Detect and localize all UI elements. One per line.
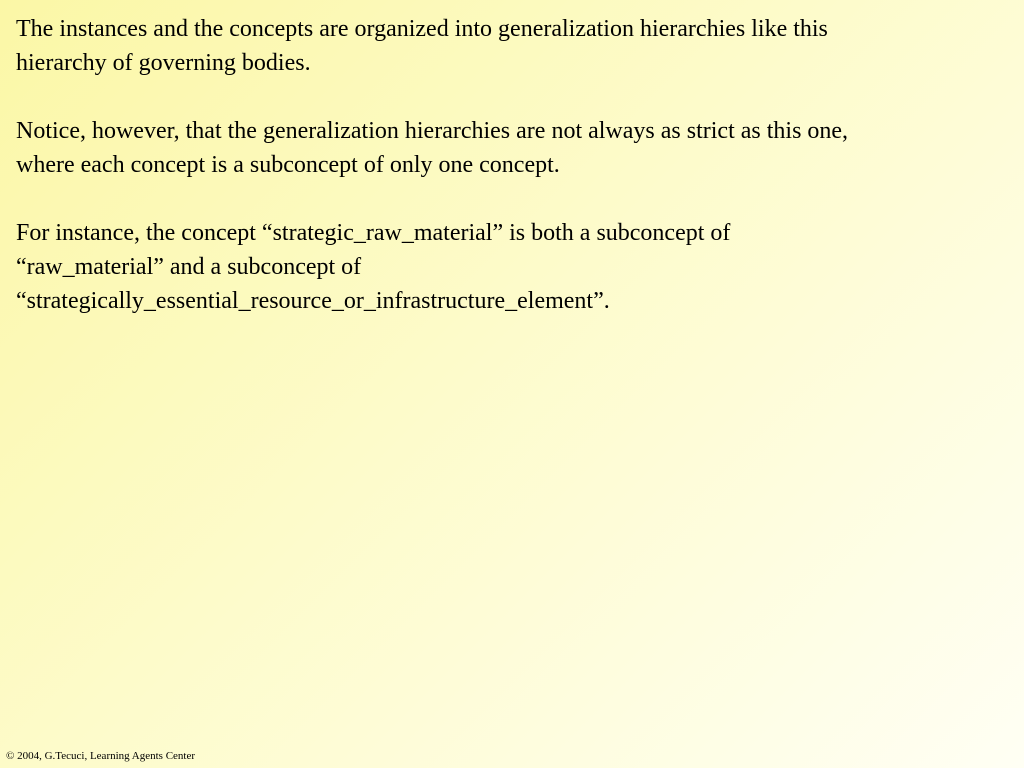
paragraph-hierarchies-intro bbox=[16, 12, 1016, 80]
paragraph-line: The instances and the concepts are organized into generalization hierarchies like this bbox=[16, 16, 828, 42]
paragraph-line: Notice, however, that the generalization hierarchies are not always as strict as this one, bbox=[16, 118, 849, 144]
copyright-footer: © 2004, G.Tecuci, Learning Agents Center bbox=[6, 750, 196, 762]
slide-body bbox=[16, 12, 1016, 318]
paragraph-not-strict bbox=[16, 114, 1016, 182]
paragraph-line: “raw_material” and a subconcept of bbox=[16, 254, 362, 280]
paragraph-line: where each concept is a subconcept of only one concept. bbox=[16, 152, 560, 178]
paragraph-line: “strategically_essential_resource_or_infrastructure_element”. bbox=[16, 288, 610, 314]
paragraph-line: hierarchy of governing bodies. bbox=[16, 50, 311, 76]
paragraph-line: For instance, the concept “strategic_raw_material” is both a subconcept of bbox=[16, 220, 731, 246]
paragraph-example bbox=[16, 216, 1016, 318]
